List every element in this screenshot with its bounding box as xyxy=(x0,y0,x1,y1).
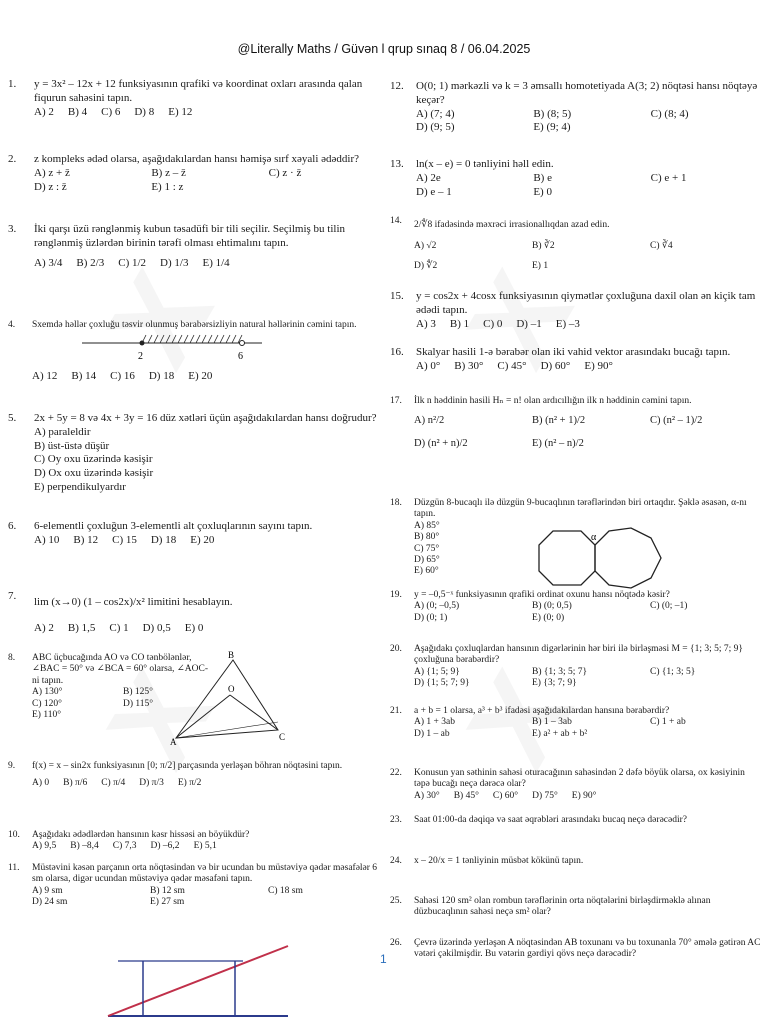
question-number: 15. xyxy=(390,290,404,302)
question-21 xyxy=(390,706,762,740)
question-text: İlk n həddinin hasili Hₙ = n! olan ardıcıllığın ilk n həddinin cəmini tapın. xyxy=(414,396,692,406)
question-number: 6. xyxy=(8,520,17,532)
question-24 xyxy=(390,856,762,867)
option-b[interactable]: B) ∛2 xyxy=(532,241,555,252)
question-text: O(0; 1) mərkəzli və k = 3 əmsallı homotetiyada A(3; 2) nöqtəsi hansı nöqtəyə keçər? xyxy=(416,80,758,106)
option-b[interactable]: B) 2/3 xyxy=(76,256,105,269)
option-c[interactable]: C) Oy oxu üzərində kəsişir xyxy=(34,453,153,466)
option-e[interactable]: E) 20 xyxy=(190,533,215,546)
option-c[interactable]: C) e + 1 xyxy=(650,171,687,184)
question-number: 9. xyxy=(8,761,16,771)
option-b[interactable]: B) 4 xyxy=(67,105,88,118)
option-e[interactable]: E) {3; 7; 9} xyxy=(532,678,577,689)
question-number: 10. xyxy=(8,830,20,840)
question-text: z kompleks ədəd olarsa, aşağıdakılardan hansı həmişə sırf xəyali ədəddir? xyxy=(34,153,359,165)
option-c[interactable]: C) 7,3 xyxy=(112,841,137,852)
option-a[interactable]: A) z + z̄ xyxy=(34,166,70,179)
option-e[interactable]: E) 90° xyxy=(571,790,597,801)
option-c[interactable]: C) 1/2 xyxy=(118,256,147,269)
option-c[interactable]: C) 18 sm xyxy=(268,885,303,896)
option-c[interactable]: C) π/4 xyxy=(101,778,126,789)
question-3 xyxy=(8,223,380,270)
question-text: Sxemdə həllər çoxluğu təsvir olunmuş bərabərsizliyin natural həllərinin cəmini tapın. xyxy=(32,320,357,330)
question-number: 12. xyxy=(390,80,404,92)
question-number: 20. xyxy=(390,644,402,654)
label-b: B xyxy=(228,650,235,660)
question-text: ln(x – e) = 0 tənliyini həll edin. xyxy=(416,158,554,170)
question-text: Konusun yan səthinin sahəsi oturacağının sahəsindən 2 dəfə böyük olarsa, ox kəsiyinin təpə bucağı neçə dərəcə olar? xyxy=(414,768,745,790)
question-16 xyxy=(390,346,762,374)
option-e[interactable]: E) (0; 0) xyxy=(532,612,565,623)
option-b[interactable]: B) 1 xyxy=(449,317,470,330)
question-22 xyxy=(390,768,762,802)
question-number: 26. xyxy=(390,938,402,948)
option-b[interactable]: B) 14 xyxy=(71,369,97,382)
option-b[interactable]: B) (n² + 1)/2 xyxy=(532,415,586,427)
option-c[interactable]: C) 120° xyxy=(32,698,62,709)
option-b[interactable]: B) üst-üstə düşür xyxy=(34,439,110,452)
label-o: O xyxy=(228,684,235,694)
option-c[interactable]: C) 0 xyxy=(483,317,503,330)
option-a[interactable]: A) 9,5 xyxy=(32,841,57,852)
option-e[interactable]: E) 27 sm xyxy=(150,897,185,908)
option-b[interactable]: B) π/6 xyxy=(63,778,88,789)
option-d[interactable]: D) 24 sm xyxy=(32,897,68,908)
option-e[interactable]: E) –3 xyxy=(555,317,580,330)
question-15 xyxy=(390,290,762,331)
label-2: 2 xyxy=(138,351,143,363)
option-a[interactable]: A) 1 + 3ab xyxy=(414,717,455,728)
question-text: x – 20/x = 1 tənliyinin müsbət kökünü tapın. xyxy=(414,856,584,866)
option-b[interactable]: B) {1; 3; 5; 7} xyxy=(532,666,588,677)
option-b[interactable]: B) 1 – 3ab xyxy=(532,717,572,728)
option-a[interactable]: A) 3 xyxy=(416,317,436,330)
point-2 xyxy=(140,341,145,346)
option-b[interactable]: B) 125° xyxy=(123,687,153,698)
question-7 xyxy=(8,590,380,636)
question-6 xyxy=(8,520,380,548)
question-number: 8. xyxy=(8,653,16,663)
option-d[interactable]: D) 8 xyxy=(134,105,155,118)
option-b[interactable]: B) 12 xyxy=(73,533,99,546)
option-b[interactable]: B) 1,5 xyxy=(67,621,96,634)
option-a[interactable]: A) 85° xyxy=(414,520,440,531)
option-d[interactable]: D) –6,2 xyxy=(150,841,180,852)
option-a[interactable]: A) (0; –0,5) xyxy=(414,601,460,612)
question-number: 16. xyxy=(390,346,404,358)
question-text: Aşağıdakı çoxluqlardan hansının digərlərinin hər biri ilə birləşməsi M = {1; 3; 5; 7; 9} çoxluğuna bərabərdir? xyxy=(414,644,743,666)
question-4 xyxy=(8,320,380,383)
option-c[interactable]: C) 45° xyxy=(497,359,527,372)
option-c[interactable]: C) (0; –1) xyxy=(650,601,688,612)
question-text: f(x) = x – sin2x funksiyasının [0; π/2] parçasında yerləşən böhran nöqtəsini tapın. xyxy=(32,761,343,771)
option-a[interactable]: A) 2e xyxy=(416,171,441,184)
option-c[interactable]: C) 6 xyxy=(101,105,121,118)
question-number: 21. xyxy=(390,706,402,716)
option-a[interactable]: A) 10 xyxy=(34,533,60,546)
question-20 xyxy=(390,644,762,690)
option-e[interactable]: E) 90° xyxy=(584,359,613,372)
option-b[interactable]: B) 30° xyxy=(454,359,484,372)
question-text: Skalyar hasili 1-ə bərabər olan iki vahid vektor arasındakı bucağı tapın. xyxy=(416,346,731,358)
option-c[interactable]: C) {1; 3; 5} xyxy=(650,666,696,677)
option-e[interactable]: E) 1 xyxy=(532,260,549,271)
option-c[interactable]: C) ∛4 xyxy=(650,241,673,252)
option-c[interactable]: C) 16 xyxy=(110,369,135,382)
question-text: y = –0,5⁻ˣ funksiyasının qrafiki ordinat oxunu hansı nöqtədə kəsir? xyxy=(414,590,670,600)
question-2 xyxy=(8,153,380,194)
question-text: Müstəvini kəsən parçanın orta nöqtəsindən və bir ucundan bu müstəviyə qədər məsafələr 6 sm olarsa, digər ucundan müstəviyə qədər məsafəni tapın. xyxy=(32,863,378,885)
option-a[interactable]: A) 130° xyxy=(32,687,63,698)
question-number: 1. xyxy=(8,78,17,90)
option-e[interactable]: E) π/2 xyxy=(177,778,202,789)
number-line-figure xyxy=(72,331,272,365)
option-d[interactable]: D) 1/3 xyxy=(160,256,189,269)
question-number: 24. xyxy=(390,856,402,866)
question-17 xyxy=(390,396,762,451)
option-b[interactable]: B) e xyxy=(533,171,552,184)
option-e[interactable]: E) 1 : z xyxy=(151,180,184,193)
option-e[interactable]: E) 20 xyxy=(188,369,213,382)
option-d[interactable]: D) Ox oxu üzərində kəsişir xyxy=(34,467,154,479)
option-c[interactable]: C) (8; 4) xyxy=(650,107,689,120)
option-d[interactable]: D) ∜2 xyxy=(414,260,438,271)
option-d[interactable]: D) (0; 1) xyxy=(414,612,448,623)
option-c[interactable]: C) 60° xyxy=(492,790,519,801)
option-d[interactable]: D) 1 – ab xyxy=(414,728,450,739)
option-a[interactable]: A) 3/4 xyxy=(34,256,63,269)
option-e[interactable]: E) (9; 4) xyxy=(533,121,571,134)
option-e[interactable]: E) perpendikulyardır xyxy=(34,480,126,493)
polygons-figure xyxy=(535,526,665,590)
question-text: y = 3x² – 12x + 12 funksiyasının qrafiki və koordinat oxları arasında qalan fiqurun sahəsini tapın. xyxy=(34,78,363,104)
question-11 xyxy=(8,863,380,909)
question-text: y = cos2x + 4cosx funksiyasının qiymətlər çoxluğuna daxil olan ən kiçik tam ədədi tapın. xyxy=(416,290,756,316)
hatching xyxy=(142,335,242,343)
option-b[interactable]: B) z – z̄ xyxy=(151,166,186,179)
option-d[interactable]: D) e – 1 xyxy=(416,185,452,198)
option-d[interactable]: D) 65° xyxy=(414,554,440,565)
alpha-label: α xyxy=(591,532,597,543)
question-number: 22. xyxy=(390,768,402,778)
page-header: @Literally Maths / Güvən l qrup sınaq 8 / 06.04.2025 xyxy=(237,42,531,56)
question-18 xyxy=(390,498,747,578)
question-text: Düzgün 8-bucaqlı ilə düzgün 9-bucaqlının tərəflərindən biri ortaqdır. Şəklə əsasən, α-nı tapın. xyxy=(414,498,747,520)
option-d[interactable]: D) π/3 xyxy=(139,778,164,789)
question-text: a + b = 1 olarsa, a³ + b³ ifadəsi aşağıdakılardan hansına bərabərdir? xyxy=(414,706,670,716)
option-c[interactable]: C) 15 xyxy=(112,533,137,546)
question-19 xyxy=(390,590,762,624)
option-e[interactable]: E) 0 xyxy=(184,621,204,634)
option-c[interactable]: C) (n² – 1)/2 xyxy=(650,415,703,427)
question-number: 5. xyxy=(8,412,17,424)
option-d[interactable]: D) z : z̄ xyxy=(34,180,67,193)
option-c[interactable]: C) 1 + ab xyxy=(650,717,686,728)
option-b[interactable]: B) (0; 0,5) xyxy=(532,601,572,612)
question-10 xyxy=(8,830,380,853)
option-b[interactable]: B) –8,4 xyxy=(70,841,99,852)
option-a[interactable]: A) √2 xyxy=(414,241,437,252)
question-number: 7. xyxy=(8,590,17,602)
option-d[interactable]: D) 0,5 xyxy=(142,621,171,634)
question-number: 17. xyxy=(390,396,402,406)
option-c[interactable]: C) z · z̄ xyxy=(268,166,302,179)
option-d[interactable]: D) 75° xyxy=(532,790,558,801)
option-d[interactable]: D) (n² + n)/2 xyxy=(414,437,468,449)
option-b[interactable]: B) 45° xyxy=(453,790,479,801)
option-a[interactable]: A) 2 xyxy=(34,621,54,634)
question-text: Sahəsi 120 sm² olan rombun tərəflərinin orta nöqtələrini birləşdirməklə alınan düzbucaqlının sahəsi neçə sm² olar? xyxy=(414,896,711,918)
question-13 xyxy=(390,158,762,199)
question-text: ABC üçbucağında AO və CO tənbölənlər, ∠BAC = 50° və ∠BCA = 60° olarsa, ∠AOC-ni tapın. xyxy=(32,653,208,686)
question-text: 2x + 5y = 8 və 4x + 3y = 16 düz xətləri üçün aşağıdakılardan hansı doğrudur? xyxy=(34,412,377,424)
option-a[interactable]: A) n²/2 xyxy=(414,415,445,427)
question-number: 25. xyxy=(390,896,402,906)
question-text: Saat 01:00-da dəqiqə və saat əqrəbləri arasındakı bucaq neçə dərəcədir? xyxy=(414,815,687,825)
question-number: 4. xyxy=(8,320,16,330)
option-a[interactable]: A) 0° xyxy=(416,359,441,372)
option-d[interactable]: D) (9; 5) xyxy=(416,121,455,134)
label-a: A xyxy=(170,737,177,745)
option-e[interactable]: E) 12 xyxy=(168,105,193,118)
label-c: C xyxy=(279,732,286,742)
option-b[interactable]: B) (8; 5) xyxy=(533,107,572,120)
point-6 xyxy=(240,341,245,346)
option-a[interactable]: A) 0 xyxy=(32,778,50,789)
option-d[interactable]: D) {1; 5; 7; 9} xyxy=(414,678,470,689)
option-e[interactable]: E) 5,1 xyxy=(193,841,217,852)
question-12 xyxy=(390,80,762,135)
question-5 xyxy=(8,412,380,495)
question-number: 18. xyxy=(390,498,402,508)
option-d[interactable]: D) 60° xyxy=(540,359,571,372)
page-number: 1 xyxy=(380,952,387,966)
option-e[interactable]: E) 0 xyxy=(533,185,552,198)
option-c[interactable]: C) 1 xyxy=(109,621,129,634)
option-e[interactable]: E) a² + ab + b² xyxy=(532,728,588,739)
option-a[interactable]: A) (7; 4) xyxy=(416,107,455,120)
option-d[interactable]: D) 18 xyxy=(150,533,177,546)
label-6: 6 xyxy=(238,351,243,363)
question-text: Çevrə üzərində yerləşən A nöqtəsindən AB toxunanı və bu toxunanla 70° əmələ gətirən AC vətəri çəkilmişdir. Bu vətərin gərdiyi qövs neçə dərəcədir? xyxy=(414,938,761,960)
question-number: 2. xyxy=(8,153,17,165)
triangle-figure xyxy=(168,650,288,745)
option-a[interactable]: A) 12 xyxy=(32,369,58,382)
option-a[interactable]: A) {1; 5; 9} xyxy=(414,666,460,677)
question-number: 19. xyxy=(390,590,402,600)
question-number: 3. xyxy=(8,223,17,235)
question-23 xyxy=(390,815,762,826)
question-14 xyxy=(390,216,762,272)
question-26 xyxy=(390,938,762,961)
option-d[interactable]: D) 115° xyxy=(123,698,154,709)
option-e[interactable]: E) 110° xyxy=(32,709,62,720)
option-a[interactable]: A) paraleldir xyxy=(34,425,91,438)
option-e[interactable]: E) (n² – n)/2 xyxy=(532,437,584,449)
option-b[interactable]: B) 12 sm xyxy=(150,885,185,896)
option-a[interactable]: A) 2 xyxy=(34,105,54,118)
question-number: 23. xyxy=(390,815,402,825)
question-25 xyxy=(390,896,762,919)
question-text: lim (x→0) (1 – cos2x)/x² limitini hesablayın. xyxy=(34,596,233,608)
option-a[interactable]: A) 9 sm xyxy=(32,885,63,896)
option-e[interactable]: E) 60° xyxy=(414,566,439,577)
question-text: 6-elementli çoxluğun 3-elementli alt çoxluqlarının sayını tapın. xyxy=(34,520,313,532)
question-number: 13. xyxy=(390,158,404,170)
question-text: İki qarşı üzü rənglənmiş kubun təsadüfi bir tili seçilir. Seçilmiş bu tilin rənglənmiş üzlərdən birinin tərəfi olması ehtimalını tapın. xyxy=(34,223,346,249)
option-d[interactable]: D) 18 xyxy=(148,369,175,382)
question-text: Aşağıdakı ədədlərdən hansının kəsr hissəsi ən böyükdür? xyxy=(32,830,250,840)
option-d[interactable]: D) –1 xyxy=(516,317,542,330)
segment-plane-figure xyxy=(103,936,293,1022)
question-text: 2/∜8 ifadəsində məxrəci irrasionallıqdan azad edin. xyxy=(414,220,610,230)
question-1 xyxy=(8,78,380,119)
question-number: 11. xyxy=(8,863,20,873)
option-a[interactable]: A) 30° xyxy=(414,790,440,801)
question-9 xyxy=(8,761,380,790)
question-number: 14. xyxy=(390,216,402,226)
option-b[interactable]: B) 80° xyxy=(414,532,440,543)
option-c[interactable]: C) 75° xyxy=(414,543,440,554)
option-e[interactable]: E) 1/4 xyxy=(202,256,230,269)
